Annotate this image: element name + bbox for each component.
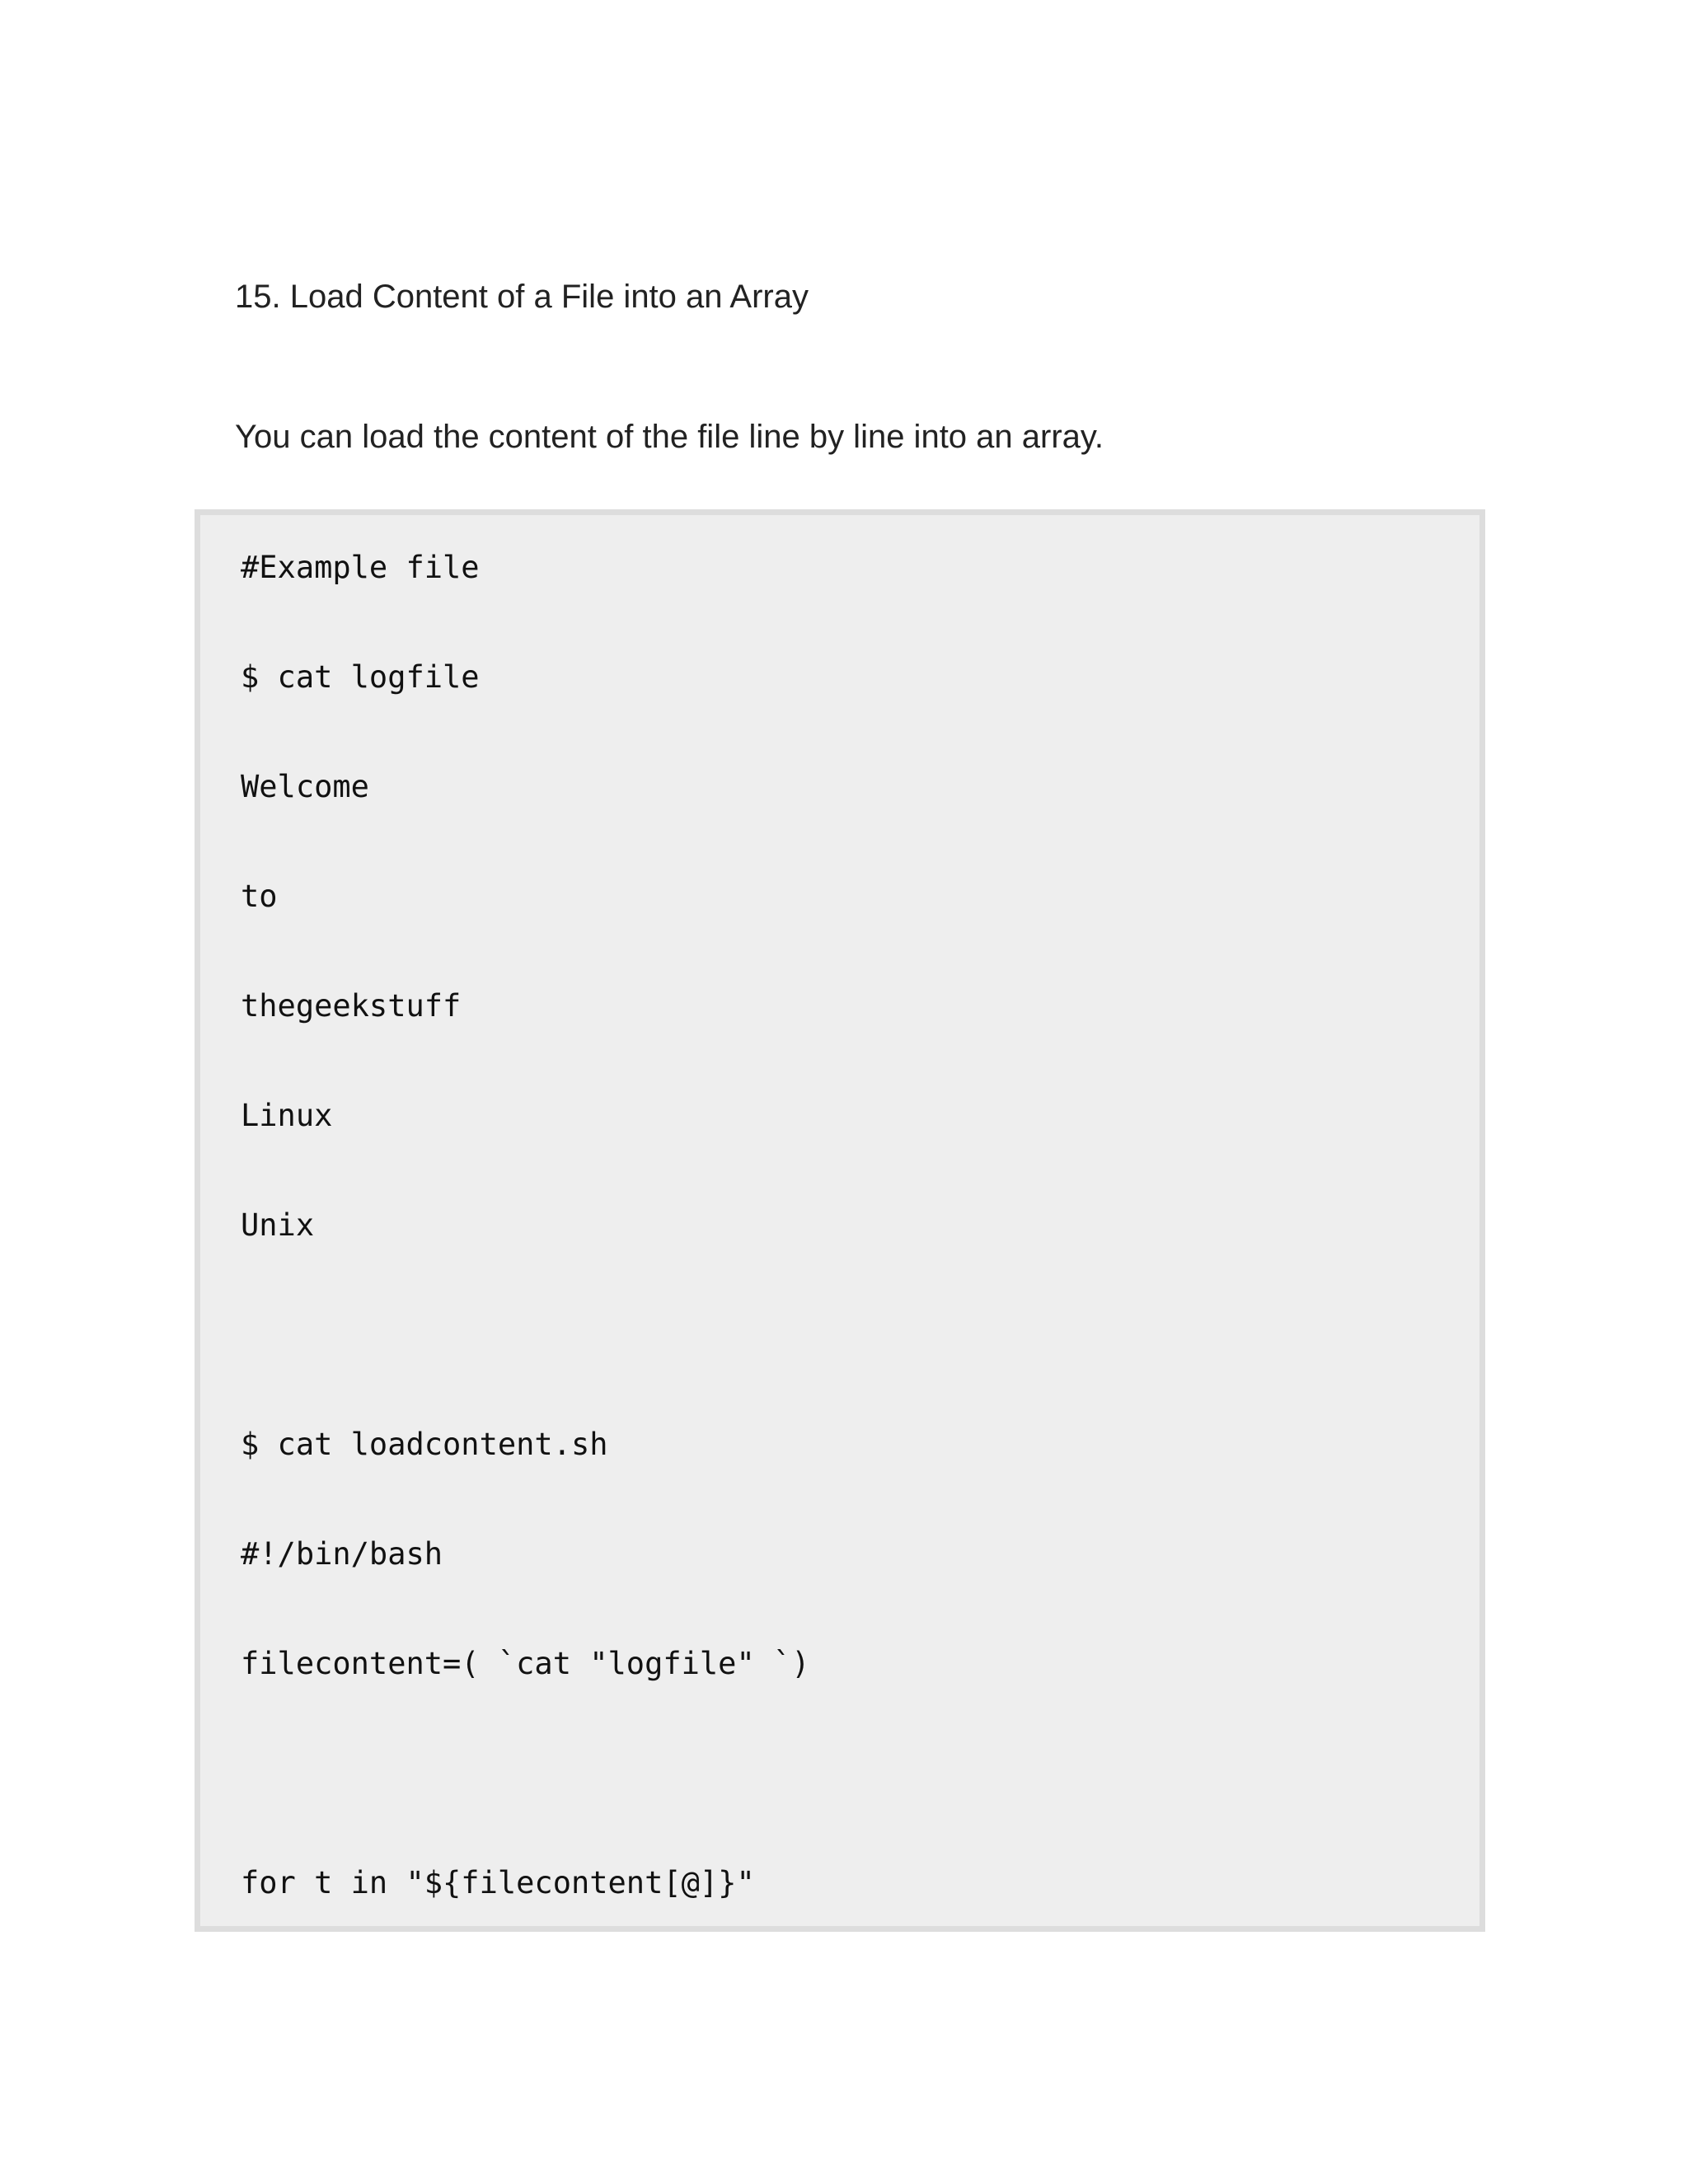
intro-paragraph: You can load the content of the file line by line into an array.	[235, 419, 1104, 455]
code-line: $ cat loadcontent.sh	[241, 1427, 608, 1462]
code-line: thegeekstuff	[241, 988, 462, 1024]
code-line: for t in "${filecontent[@]}"	[241, 1865, 755, 1900]
code-line: to	[241, 879, 278, 914]
code-line: #!/bin/bash	[241, 1536, 443, 1572]
code-line: filecontent=( `cat "logfile" `)	[241, 1646, 810, 1681]
section-heading: 15. Load Content of a File into an Array	[235, 279, 809, 315]
code-block	[195, 509, 1485, 1932]
code-line: Unix	[241, 1207, 315, 1243]
code-line: $ cat logfile	[241, 659, 480, 695]
code-line: Linux	[241, 1098, 333, 1133]
code-line: Welcome	[241, 769, 369, 804]
code-line: #Example file	[241, 550, 480, 585]
